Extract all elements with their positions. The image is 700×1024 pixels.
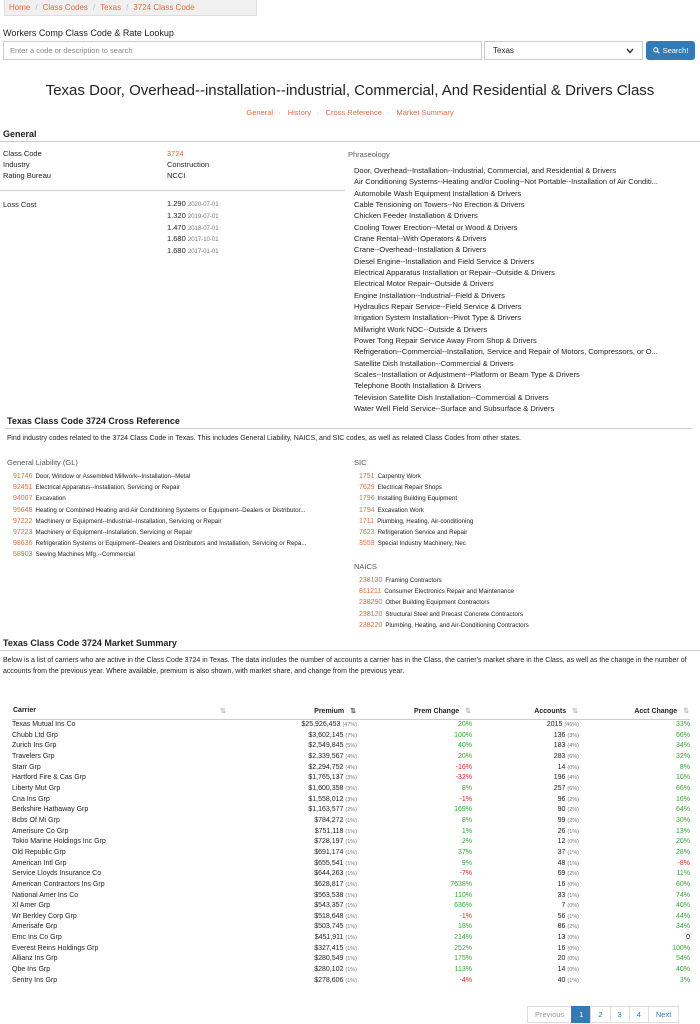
carrier-cell: Chubb Ltd Grp (12, 731, 58, 739)
acct-change-cell: 10% (675, 774, 690, 782)
accounts-cell: 136 (3%) (553, 731, 579, 739)
pagination-next[interactable]: Next (648, 1006, 679, 1023)
prem-change-cell: 20% (457, 721, 472, 728)
column-header-acct-change[interactable]: Acct Change ⇅ (579, 703, 690, 720)
carrier-cell: Hartford Fire & Cas Grp (12, 774, 86, 782)
premium-cell: $628,817 (1%) (314, 880, 357, 888)
accounts-cell: 99 (2%) (557, 816, 579, 824)
loss-cost-label: Loss Cost (3, 200, 37, 209)
acct-change-cell: 40% (675, 966, 690, 974)
table-row (12, 859, 690, 870)
table-row (12, 816, 690, 827)
premium-cell: $751,118 (1%) (314, 827, 357, 835)
premium-cell: $280,102 (1%) (314, 966, 357, 974)
naics-item: 238290 Other Building Equipment Contractors (359, 599, 490, 607)
loss-cost-row: 1.680 2017-10-01 (167, 234, 219, 244)
carrier-cell: Berkshire Hathaway Grp (12, 806, 89, 814)
phraseology-label: Phraseology (348, 150, 390, 159)
carrier-cell: Allianz Ins Grp (12, 955, 58, 963)
prem-change-cell: -7% (459, 870, 472, 878)
cross-reference-heading: Texas Class Code 3724 Cross Reference (7, 416, 180, 426)
premium-cell: $3,602,145 (7%) (308, 731, 357, 739)
loss-cost-row: 1.320 2019-07-01 (167, 210, 219, 220)
loss-cost-row: 1.290 2020-07-01 (167, 199, 219, 208)
accounts-cell: 90 (2%) (557, 806, 579, 814)
acct-change-cell: 13% (675, 827, 690, 835)
premium-cell: $278,606 (1%) (314, 976, 357, 984)
acct-change-cell: 33% (675, 721, 690, 728)
table-row (12, 869, 690, 880)
prem-change-cell: 37% (457, 848, 472, 856)
carrier-cell: Liberty Mut Grp (12, 784, 61, 792)
state-select[interactable] (484, 41, 643, 60)
acct-change-cell: 16% (675, 795, 690, 803)
accounts-cell: 16 (0%) (557, 880, 579, 888)
page-title: Texas Door, Overhead--installation--industrial, Commercial, And Residential & Drivers Class (45, 82, 655, 99)
premium-cell: $25,926,453 (47%) (301, 721, 357, 728)
sic-item: 3559 Special Industry Machinery, Nec (359, 540, 466, 548)
table-row (12, 848, 690, 859)
acct-change-cell: 66% (675, 784, 690, 792)
table-row (12, 805, 690, 816)
accounts-cell: 69 (2%) (557, 870, 579, 878)
market-summary-table (12, 703, 690, 986)
pagination-page-1[interactable]: 1 (571, 1006, 591, 1023)
table-row (12, 720, 690, 731)
accounts-cell: 37 (1%) (557, 848, 579, 856)
carrier-cell: American Intl Grp (12, 859, 67, 867)
pagination-page-4[interactable]: 4 (629, 1006, 649, 1023)
state-select-value: Texas (493, 46, 514, 55)
gl-item: 97222 Machinery or Equipment--Industrial--Installation, Servicing or Repair (13, 517, 222, 525)
nav-market-summary[interactable]: Market Summary (396, 108, 454, 117)
carrier-cell: Travelers Grp (12, 752, 55, 760)
phraseology-item: Diesel Engine--Installation and Field Service & Drivers (354, 256, 535, 266)
prem-change-cell: -1% (459, 912, 472, 920)
sic-label: SIC (354, 458, 367, 467)
sort-desc-icon: ⇅ (350, 708, 356, 715)
naics-list (359, 575, 689, 633)
pagination (528, 1006, 679, 1021)
carrier-cell: Qbe Ins Grp (12, 966, 51, 974)
sort-icon: ⇅ (683, 708, 689, 715)
phraseology-item: Engine Installation--Industrial--Field & Drivers (354, 290, 505, 300)
premium-cell: $543,357 (1%) (314, 902, 357, 910)
acct-change-cell: 40% (675, 902, 690, 910)
accounts-cell: 196 (4%) (553, 774, 579, 782)
table-row (12, 773, 690, 784)
search-button-label: Search! (662, 46, 689, 55)
table-row (12, 922, 690, 933)
phraseology-item: Crane Rental--With Operators & Drivers (354, 233, 487, 243)
accounts-cell: 12 (0%) (557, 838, 579, 846)
phraseology-item: Refrigeration--Commercial--Installation, Service and Repair of Motors, Compressors, or O... (354, 347, 658, 357)
prem-change-cell: 8% (461, 784, 472, 792)
prem-change-cell: -16% (455, 763, 472, 771)
table-row (12, 933, 690, 944)
prem-change-cell: 636% (454, 902, 472, 910)
divider (0, 650, 700, 651)
table-row (12, 784, 690, 795)
phraseology-item: Water Well Field Service--Surface and Subsurface & Drivers (354, 403, 555, 413)
carrier-cell: National Amer Ins Co (12, 891, 79, 899)
prem-change-cell: 20% (457, 752, 472, 760)
carrier-cell: Old Republic Grp (12, 848, 66, 856)
prem-change-cell: -1% (459, 795, 472, 803)
breadcrumb-texas[interactable]: Texas (100, 3, 122, 12)
acct-change-cell: 34% (675, 923, 690, 931)
accounts-cell: 26 (1%) (557, 827, 579, 835)
acct-change-cell: 54% (675, 955, 690, 963)
accounts-cell: 48 (1%) (557, 859, 579, 867)
carrier-cell: Service Lloyds Insurance Co (12, 870, 102, 878)
search-bar (3, 41, 694, 60)
naics-item: 811211 Consumer Electronics Repair and Maintenance (359, 588, 514, 596)
prem-change-cell: 113% (454, 966, 472, 974)
premium-cell: $1,765,137 (3%) (308, 774, 357, 782)
prem-change-cell: 2% (461, 838, 472, 846)
carrier-cell: American Contractors Ins Grp (12, 880, 105, 888)
sic-item: 1794 Excavation Work (359, 506, 424, 514)
gl-item: 58903 Sewing Machines Mfg.--Commercial (13, 551, 135, 559)
accounts-cell: 33 (1%) (557, 891, 579, 899)
section-nav: General · History · Cross Reference · Market Summary (246, 108, 454, 117)
sic-item: 1751 Carpentry Work (359, 473, 421, 480)
carrier-cell: Tokio Marine Holdings Inc Grp (12, 838, 106, 846)
lookup-title: Workers Comp Class Code & Rate Lookup (3, 28, 174, 38)
premium-cell: $655,541 (1%) (314, 859, 357, 867)
search-icon (653, 47, 660, 54)
prem-change-cell: 110% (454, 891, 472, 899)
naics-item: 238120 Structural Steel and Precast Concrete Contractors (359, 610, 523, 618)
accounts-cell: 16 (0%) (557, 944, 579, 952)
accounts-cell: 283 (6%) (553, 752, 579, 760)
phraseology-item: Scales--Installation or Adjustment--Platform or Beam Type & Drivers (354, 369, 580, 379)
carrier-cell: Everest Reins Holdings Grp (12, 944, 99, 952)
premium-cell: $563,538 (1%) (314, 891, 357, 899)
carrier-cell: Emc Ins Co Grp (12, 934, 62, 942)
nav-history[interactable]: History (287, 108, 312, 117)
general-heading: General (3, 129, 37, 139)
column-header-accounts[interactable]: Accounts ⇅ (472, 703, 579, 720)
prem-change-cell: 169% (454, 806, 472, 814)
prem-change-cell: 8% (461, 816, 472, 824)
prem-change-cell: -4% (459, 976, 472, 984)
gl-item: 97223 Machinery or Equipment--Installation, Servicing or Repair (13, 529, 193, 537)
phraseology-item: Cable Tensioning on Towers--No Erection & Drivers (354, 199, 525, 209)
table-row (12, 763, 690, 774)
acct-change-cell: 11% (676, 870, 690, 878)
accounts-cell: 13 (0%) (557, 934, 579, 942)
prem-change-cell: 7638% (450, 880, 472, 888)
table-row (12, 965, 690, 976)
column-header-prem-change[interactable]: Prem Change ⇅ (357, 703, 472, 720)
phraseology-item: Satellite Dish Installation--Commercial & Drivers (354, 358, 514, 368)
carrier-cell: Starr Grp (12, 763, 41, 771)
table-row (12, 837, 690, 848)
acct-change-cell: 0 (686, 934, 690, 942)
carrier-cell: Wr Berkley Corp Grp (12, 912, 77, 920)
table-row (12, 954, 690, 965)
acct-change-cell: 28% (675, 848, 690, 856)
table-row (12, 827, 690, 838)
carrier-cell: Amerisure Co Grp (12, 827, 69, 835)
phraseology-list (354, 165, 684, 414)
breadcrumb-class-codes[interactable]: Class Codes (42, 3, 88, 12)
industry-value: Construction (167, 160, 210, 169)
acct-change-cell: -8% (677, 859, 690, 867)
search-button[interactable] (646, 41, 695, 60)
table-row (12, 741, 690, 752)
table-row (12, 731, 690, 742)
prem-change-cell: 9% (461, 859, 472, 867)
gl-item: 92451 Electrical Apparatus--Installation, Servicing or Repair (13, 484, 180, 492)
table-row (12, 880, 690, 891)
breadcrumb: Home / Class Codes / Texas / 3724 Class Code (4, 0, 257, 16)
breadcrumb-home[interactable]: Home (9, 3, 31, 12)
sic-item: 1711 Plumbing, Heating, Air-conditioning (359, 517, 474, 525)
phraseology-item: Automobile Wash Equipment Installation & Drivers (354, 188, 522, 198)
cross-reference-description: Find industry codes related to the 3724 Class Code in Texas. This includes General Liability, NAICS, and SIC codes, as well as related Class Codes from other states. (7, 435, 521, 442)
loss-cost-list (167, 199, 219, 258)
sort-icon: ⇅ (572, 708, 578, 715)
column-header-premium[interactable]: Premium ⇅ (227, 703, 357, 720)
table-row (12, 944, 690, 955)
table-row (12, 795, 690, 806)
divider (0, 190, 345, 191)
industry-label: Industry (3, 160, 30, 169)
rating-bureau-value: NCCI (167, 171, 186, 180)
table-row (12, 891, 690, 902)
phraseology-item: Cooling Tower Erection--Metal or Wood & Drivers (354, 222, 518, 232)
acct-change-cell: 100% (672, 944, 690, 952)
accounts-cell: 257 (6%) (553, 784, 579, 792)
accounts-cell: 14 (0%) (557, 966, 579, 974)
premium-cell: $2,339,567 (4%) (308, 752, 357, 760)
premium-cell: $2,294,752 (4%) (308, 763, 357, 771)
table-row (12, 976, 690, 987)
divider (5, 428, 692, 429)
market-summary-description: Below is a list of carriers who are active in the Class Code 3724 in Texas. The data includes the number of accounts a carrier has in the Class, the carrier's market share in the Class, as well as the change in the number of accounts from the previous year. Where available, premium is also shown, with market share, and change from the previous year. (3, 657, 687, 675)
acct-change-cell: 20% (675, 838, 690, 846)
class-code-value[interactable]: 3724 (167, 149, 184, 158)
class-code-label: Class Code (3, 149, 42, 158)
phraseology-item: Air Conditioning Systems--Heating and/or Cooling--Not Portable--Installation of Air Conditi... (354, 177, 658, 187)
gl-item: 94007 Excavation (13, 495, 66, 503)
naics-label: NAICS (354, 562, 377, 571)
carrier-cell: Texas Mutual Ins Co (12, 721, 76, 728)
sort-icon: ⇅ (220, 708, 226, 715)
acct-change-cell: 66% (675, 731, 690, 739)
acct-change-cell: 3% (679, 976, 690, 984)
gl-item: 91746 Door, Window or Assembled Millwork--Installation--Metal (13, 473, 191, 480)
naics-item: 238220 Plumbing, Heating, and Air-Conditioning Contractors (359, 621, 529, 629)
phraseology-item: Chicken Feeder Installation & Drivers (354, 211, 478, 221)
phraseology-item: Crane--Overhead--Installation & Drivers (354, 245, 487, 255)
sort-icon: ⇅ (465, 708, 471, 715)
table-row (12, 912, 690, 923)
phraseology-item: Electrical Motor Repair--Outside & Drivers (354, 279, 494, 289)
accounts-cell: 96 (2%) (557, 795, 579, 803)
sic-item: 1796 Installing Building Equipment (359, 495, 458, 503)
pagination-page-2[interactable]: 2 (590, 1006, 610, 1023)
rating-bureau-label: Rating Bureau (3, 171, 51, 180)
nav-cross-reference[interactable]: Cross Reference (325, 108, 382, 117)
premium-cell: $280,549 (1%) (314, 955, 357, 963)
gl-label: General Liability (GL) (7, 458, 78, 467)
market-summary-heading: Texas Class Code 3724 Market Summary (3, 638, 177, 648)
accounts-cell: 86 (2%) (557, 923, 579, 931)
prem-change-cell: 100% (454, 731, 472, 739)
prem-change-cell: -32% (455, 774, 472, 782)
carrier-cell: Sentry Ins Grp (12, 976, 58, 984)
sic-list (359, 471, 689, 549)
loss-cost-row: 1.680 2017-01-01 (167, 246, 219, 256)
chevron-down-icon (626, 48, 634, 54)
prem-change-cell: 214% (454, 934, 472, 942)
premium-cell: $784,272 (1%) (314, 816, 357, 824)
phraseology-item: Television Satellite Dish Installation--Commercial & Drivers (354, 392, 549, 402)
gl-list (13, 471, 343, 561)
prem-change-cell: 1% (461, 827, 472, 835)
premium-cell: $1,163,577 (2%) (308, 806, 357, 814)
accounts-cell: 20 (0%) (557, 955, 579, 963)
naics-item: 238130 Framing Contractors (359, 577, 442, 584)
accounts-cell: 40 (1%) (557, 976, 579, 984)
premium-cell: $451,911 (1%) (314, 934, 357, 942)
accounts-cell: 7 (0%) (561, 902, 579, 910)
carrier-cell: Cna Ins Grp (12, 795, 50, 803)
accounts-cell: 56 (1%) (557, 912, 579, 920)
gl-item: 95648 Heating or Combined Heating and Air Conditioning Systems or Equipment--Dealers or Distributor... (13, 506, 306, 514)
phraseology-item: Millwright Work NOC--Outside & Drivers (354, 324, 488, 334)
carrier-cell: Amerisafe Grp (12, 923, 58, 931)
sic-item: 7623 Refrigeration Service and Repair (359, 529, 468, 537)
acct-change-cell: 74% (675, 891, 690, 899)
table-body (12, 720, 690, 987)
phraseology-item: Hydraulics Repair Service--Field Service & Drivers (354, 301, 522, 311)
prem-change-cell: 40% (457, 742, 472, 750)
phraseology-item: Irrigation System Installation--Pivot Type & Drivers (354, 313, 522, 323)
acct-change-cell: 32% (675, 752, 690, 760)
pagination-previous[interactable]: Previous (527, 1006, 572, 1023)
pagination-page-3[interactable]: 3 (610, 1006, 630, 1023)
carrier-cell: Xl Amer Grp (12, 902, 51, 910)
acct-change-cell: 64% (675, 806, 690, 814)
sic-item: 7629 Electrical Repair Shops (359, 484, 442, 492)
acct-change-cell: 44% (675, 912, 690, 920)
divider (0, 141, 700, 142)
acct-change-cell: 8% (679, 763, 690, 771)
search-input[interactable] (3, 41, 482, 60)
premium-cell: $503,745 (1%) (314, 923, 357, 931)
premium-cell: $2,549,845 (5%) (308, 742, 357, 750)
prem-change-cell: 252% (454, 944, 472, 952)
phraseology-item: Power Tong Repair Service Away From Shop & Drivers (354, 335, 537, 345)
prem-change-cell: 175% (454, 955, 472, 963)
premium-cell: $1,558,012 (3%) (308, 795, 357, 803)
accounts-cell: 2015 (46%) (546, 721, 579, 728)
premium-cell: $327,415 (1%) (314, 944, 357, 952)
accounts-cell: 14 (0%) (557, 763, 579, 771)
premium-cell: $691,174 (1%) (314, 848, 357, 856)
loss-cost-row: 1.470 2018-07-01 (167, 222, 219, 232)
table-header-row (12, 703, 690, 720)
nav-general[interactable]: General (246, 108, 274, 117)
acct-change-cell: 30% (675, 816, 690, 824)
carrier-cell: Bcbs Of Mi Grp (12, 816, 60, 824)
premium-cell: $518,648 (1%) (314, 912, 357, 920)
premium-cell: $1,600,358 (3%) (308, 784, 357, 792)
table-row (12, 901, 690, 912)
premium-cell: $728,197 (1%) (314, 838, 357, 846)
carrier-cell: Zurich Ins Grp (12, 742, 57, 750)
phraseology-item: Electrical Apparatus Installation or Repair--Outside & Drivers (354, 267, 555, 277)
acct-change-cell: 60% (675, 880, 690, 888)
gl-item: 98636 Refrigeration Systems or Equipment--Dealers and Distributors and Installation, Servicing or Repa... (13, 540, 307, 548)
acct-change-cell: 34% (675, 742, 690, 750)
column-header-carrier[interactable]: Carrier ⇅ (12, 703, 227, 720)
premium-cell: $644,263 (1%) (314, 870, 357, 878)
table-row (12, 752, 690, 763)
phraseology-item: Door, Overhead--Installation--Industrial, Commercial, and Residential & Drivers (354, 166, 617, 175)
breadcrumb-current[interactable]: 3724 Class Code (133, 3, 195, 12)
phraseology-item: Telephone Booth Installation & Drivers (354, 381, 482, 391)
accounts-cell: 183 (4%) (553, 742, 579, 750)
prem-change-cell: 18% (457, 923, 472, 931)
